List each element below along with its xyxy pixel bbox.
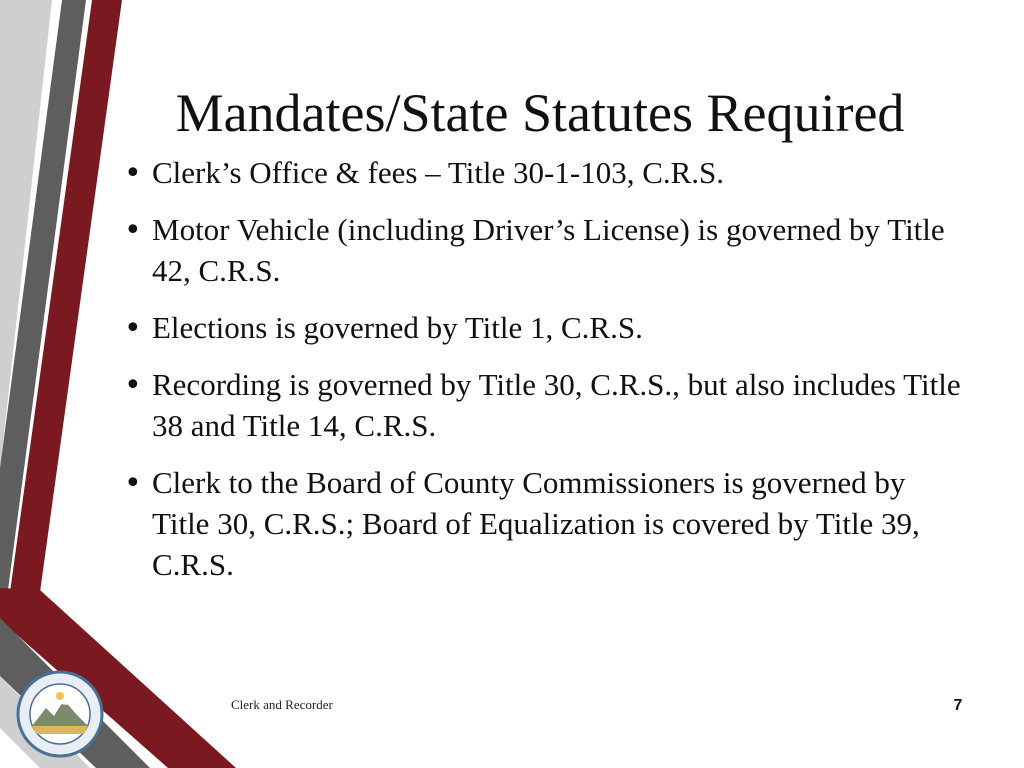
footer-text: Clerk and Recorder	[231, 697, 333, 712]
bullet-item	[120, 307, 970, 348]
bullet-text: Elections is governed by Title 1, C.R.S.	[152, 310, 643, 345]
bullet-list	[120, 152, 970, 601]
bullet-dot-icon: •	[124, 466, 142, 501]
bullet-item	[120, 152, 970, 193]
bullet-item	[120, 209, 970, 291]
bullet-dot-icon: •	[124, 311, 142, 346]
bullet-dot-icon: •	[124, 156, 142, 191]
page-number: 7	[953, 697, 963, 714]
bullet-text: Motor Vehicle (including Driver’s License) is governed by Title 42, C.R.S.	[152, 212, 945, 288]
bullet-text: Recording is governed by Title 30, C.R.S., but also includes Title 38 and Title 14, C.R.S.	[152, 367, 961, 443]
bullet-text: Clerk’s Office & fees – Title 30-1-103, C.R.S.	[152, 155, 725, 190]
bullet-text: Clerk to the Board of County Commissioners is governed by Title 30, C.R.S.; Board of Equalization is covered by Title 39, C.R.S.	[152, 465, 920, 582]
bullet-item	[120, 364, 970, 446]
county-seal-icon	[16, 670, 104, 758]
slide-title: Mandates/State Statutes Required	[175, 83, 905, 143]
bullet-dot-icon: •	[124, 368, 142, 403]
bullet-item	[120, 462, 970, 585]
bullet-dot-icon: •	[124, 213, 142, 248]
